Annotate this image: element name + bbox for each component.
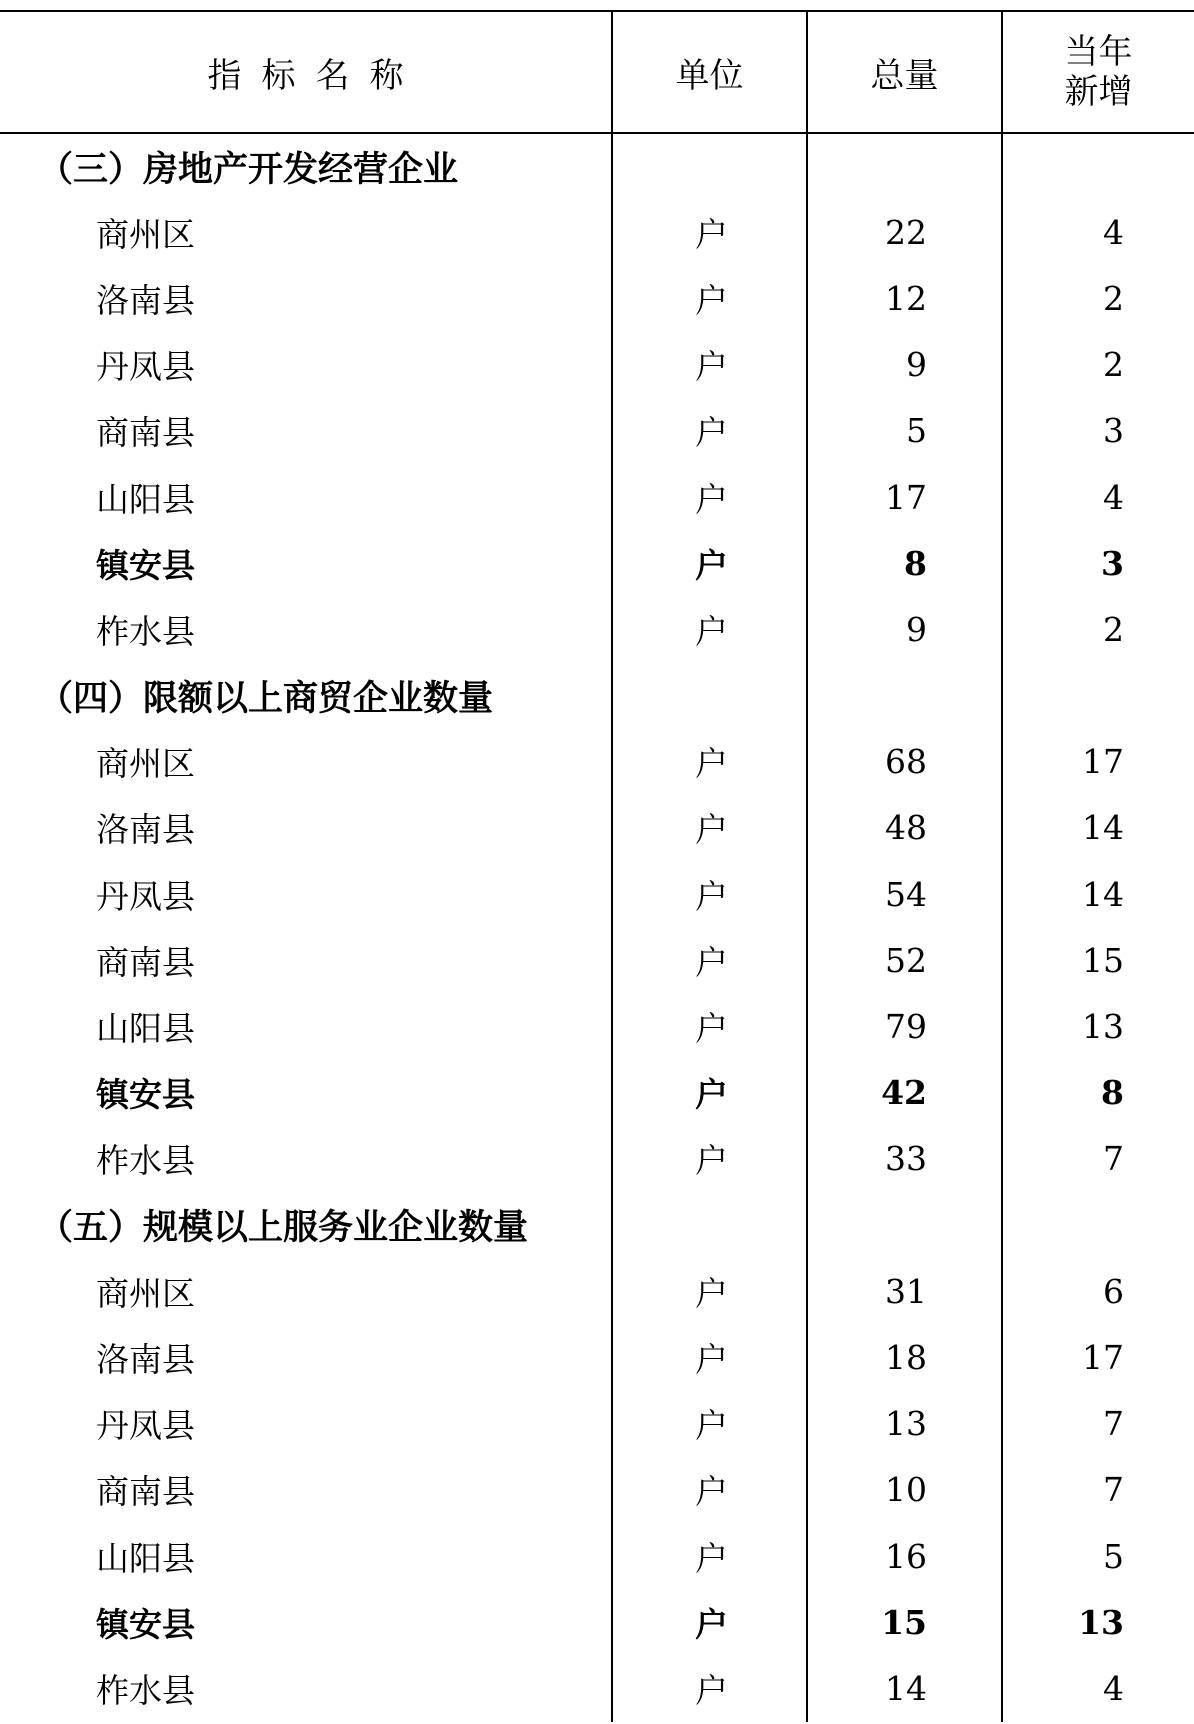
table-row xyxy=(0,1060,1194,1126)
total-cell: 15 xyxy=(807,1589,1002,1655)
table-row xyxy=(0,729,1194,795)
total-cell: 18 xyxy=(807,1324,1002,1390)
county-name: 商南县 xyxy=(96,1472,195,1512)
section-title: （四）限额以上商贸企业数量 xyxy=(38,677,494,719)
unit-cell: 户 xyxy=(612,1324,807,1390)
unit-cell: 户 xyxy=(612,1060,807,1126)
table-row xyxy=(0,1258,1194,1324)
header-indicator-name: 指标名称 xyxy=(0,11,612,133)
table-row xyxy=(0,530,1194,596)
county-name: 商州区 xyxy=(96,744,195,784)
new-this-year-cell: 2 xyxy=(1002,265,1194,331)
unit-cell: 户 xyxy=(612,1258,807,1324)
unit-cell: 户 xyxy=(612,530,807,596)
empty-cell xyxy=(1002,133,1194,199)
total-cell: 33 xyxy=(807,1126,1002,1192)
table-row xyxy=(0,927,1194,993)
unit-cell: 户 xyxy=(612,861,807,927)
total-cell: 52 xyxy=(807,927,1002,993)
new-this-year-cell: 7 xyxy=(1002,1126,1194,1192)
table-row xyxy=(0,993,1194,1059)
total-cell: 13 xyxy=(807,1391,1002,1457)
unit-cell: 户 xyxy=(612,1589,807,1655)
section-title: （三）房地产开发经营企业 xyxy=(38,148,459,190)
new-this-year-cell: 8 xyxy=(1002,1060,1194,1126)
new-this-year-cell: 17 xyxy=(1002,1324,1194,1390)
table-row xyxy=(0,1655,1194,1721)
empty-cell xyxy=(612,663,807,729)
section-title: （五）规模以上服务业企业数量 xyxy=(38,1207,529,1249)
unit-cell: 户 xyxy=(612,1126,807,1192)
unit-cell: 户 xyxy=(612,1391,807,1457)
county-name: 山阳县 xyxy=(96,1009,195,1049)
unit-cell: 户 xyxy=(612,729,807,795)
total-cell: 48 xyxy=(807,795,1002,861)
new-this-year-cell: 13 xyxy=(1002,1589,1194,1655)
total-cell: 12 xyxy=(807,265,1002,331)
new-this-year-cell: 4 xyxy=(1002,1655,1194,1721)
total-cell: 16 xyxy=(807,1523,1002,1589)
county-name: 丹凤县 xyxy=(96,347,195,387)
total-cell: 54 xyxy=(807,861,1002,927)
county-name: 镇安县 xyxy=(96,545,195,585)
unit-cell: 户 xyxy=(612,596,807,662)
section-header-row xyxy=(0,1192,1194,1258)
county-name: 丹凤县 xyxy=(96,1406,195,1446)
empty-cell xyxy=(807,663,1002,729)
new-this-year-cell: 14 xyxy=(1002,795,1194,861)
unit-cell: 户 xyxy=(612,464,807,530)
table-row xyxy=(0,1126,1194,1192)
new-this-year-cell: 2 xyxy=(1002,332,1194,398)
new-this-year-cell: 17 xyxy=(1002,729,1194,795)
total-cell: 5 xyxy=(807,398,1002,464)
table-body xyxy=(0,133,1194,1722)
county-name: 柞水县 xyxy=(96,611,195,651)
new-this-year-cell: 3 xyxy=(1002,530,1194,596)
table-row xyxy=(0,1457,1194,1523)
unit-cell: 户 xyxy=(612,927,807,993)
table-row xyxy=(0,398,1194,464)
header-total: 总量 xyxy=(807,11,1002,133)
table-row xyxy=(0,795,1194,861)
county-name: 山阳县 xyxy=(96,1538,195,1578)
total-cell: 79 xyxy=(807,993,1002,1059)
unit-cell: 户 xyxy=(612,199,807,265)
table-row xyxy=(0,332,1194,398)
table-row xyxy=(0,464,1194,530)
county-name: 洛南县 xyxy=(96,810,195,850)
header-unit: 单位 xyxy=(612,11,807,133)
unit-cell: 户 xyxy=(612,398,807,464)
empty-cell xyxy=(1002,663,1194,729)
empty-cell xyxy=(807,1192,1002,1258)
county-name: 镇安县 xyxy=(96,1075,195,1115)
header-new-this-year: 当年 新增 xyxy=(1002,11,1194,133)
county-name: 商南县 xyxy=(96,942,195,982)
table-row xyxy=(0,1589,1194,1655)
empty-cell xyxy=(612,1192,807,1258)
county-name: 柞水县 xyxy=(96,1670,195,1710)
section-header-row xyxy=(0,133,1194,199)
empty-cell xyxy=(612,133,807,199)
new-this-year-cell: 5 xyxy=(1002,1523,1194,1589)
total-cell: 22 xyxy=(807,199,1002,265)
table-row xyxy=(0,861,1194,927)
total-cell: 42 xyxy=(807,1060,1002,1126)
new-this-year-cell: 7 xyxy=(1002,1391,1194,1457)
unit-cell: 户 xyxy=(612,795,807,861)
unit-cell: 户 xyxy=(612,993,807,1059)
unit-cell: 户 xyxy=(612,1523,807,1589)
county-name: 商南县 xyxy=(96,413,195,453)
section-header-row xyxy=(0,663,1194,729)
total-cell: 17 xyxy=(807,464,1002,530)
new-this-year-cell: 4 xyxy=(1002,464,1194,530)
empty-cell xyxy=(1002,1192,1194,1258)
county-name: 丹凤县 xyxy=(96,876,195,916)
total-cell: 10 xyxy=(807,1457,1002,1523)
unit-cell: 户 xyxy=(612,1655,807,1721)
new-this-year-cell: 3 xyxy=(1002,398,1194,464)
county-name: 柞水县 xyxy=(96,1141,195,1181)
unit-cell: 户 xyxy=(612,1457,807,1523)
unit-cell: 户 xyxy=(612,265,807,331)
new-this-year-cell: 13 xyxy=(1002,993,1194,1059)
total-cell: 8 xyxy=(807,530,1002,596)
new-this-year-cell: 7 xyxy=(1002,1457,1194,1523)
table-row xyxy=(0,1391,1194,1457)
empty-cell xyxy=(807,133,1002,199)
county-name: 山阳县 xyxy=(96,479,195,519)
county-name: 洛南县 xyxy=(96,1339,195,1379)
total-cell: 9 xyxy=(807,596,1002,662)
total-cell: 14 xyxy=(807,1655,1002,1721)
county-name: 洛南县 xyxy=(96,280,195,320)
table-row xyxy=(0,1324,1194,1390)
table-header xyxy=(0,11,1194,133)
unit-cell: 户 xyxy=(612,332,807,398)
table-row xyxy=(0,1523,1194,1589)
total-cell: 68 xyxy=(807,729,1002,795)
header-row xyxy=(0,11,1194,133)
new-this-year-cell: 2 xyxy=(1002,596,1194,662)
total-cell: 9 xyxy=(807,332,1002,398)
new-this-year-cell: 6 xyxy=(1002,1258,1194,1324)
table-row xyxy=(0,265,1194,331)
new-this-year-cell: 4 xyxy=(1002,199,1194,265)
total-cell: 31 xyxy=(807,1258,1002,1324)
county-name: 镇安县 xyxy=(96,1604,195,1644)
county-name: 商州区 xyxy=(96,214,195,254)
county-name: 商州区 xyxy=(96,1273,195,1313)
statistics-table xyxy=(0,10,1194,1722)
table-row xyxy=(0,596,1194,662)
table-row xyxy=(0,199,1194,265)
new-this-year-cell: 15 xyxy=(1002,927,1194,993)
new-this-year-cell: 14 xyxy=(1002,861,1194,927)
